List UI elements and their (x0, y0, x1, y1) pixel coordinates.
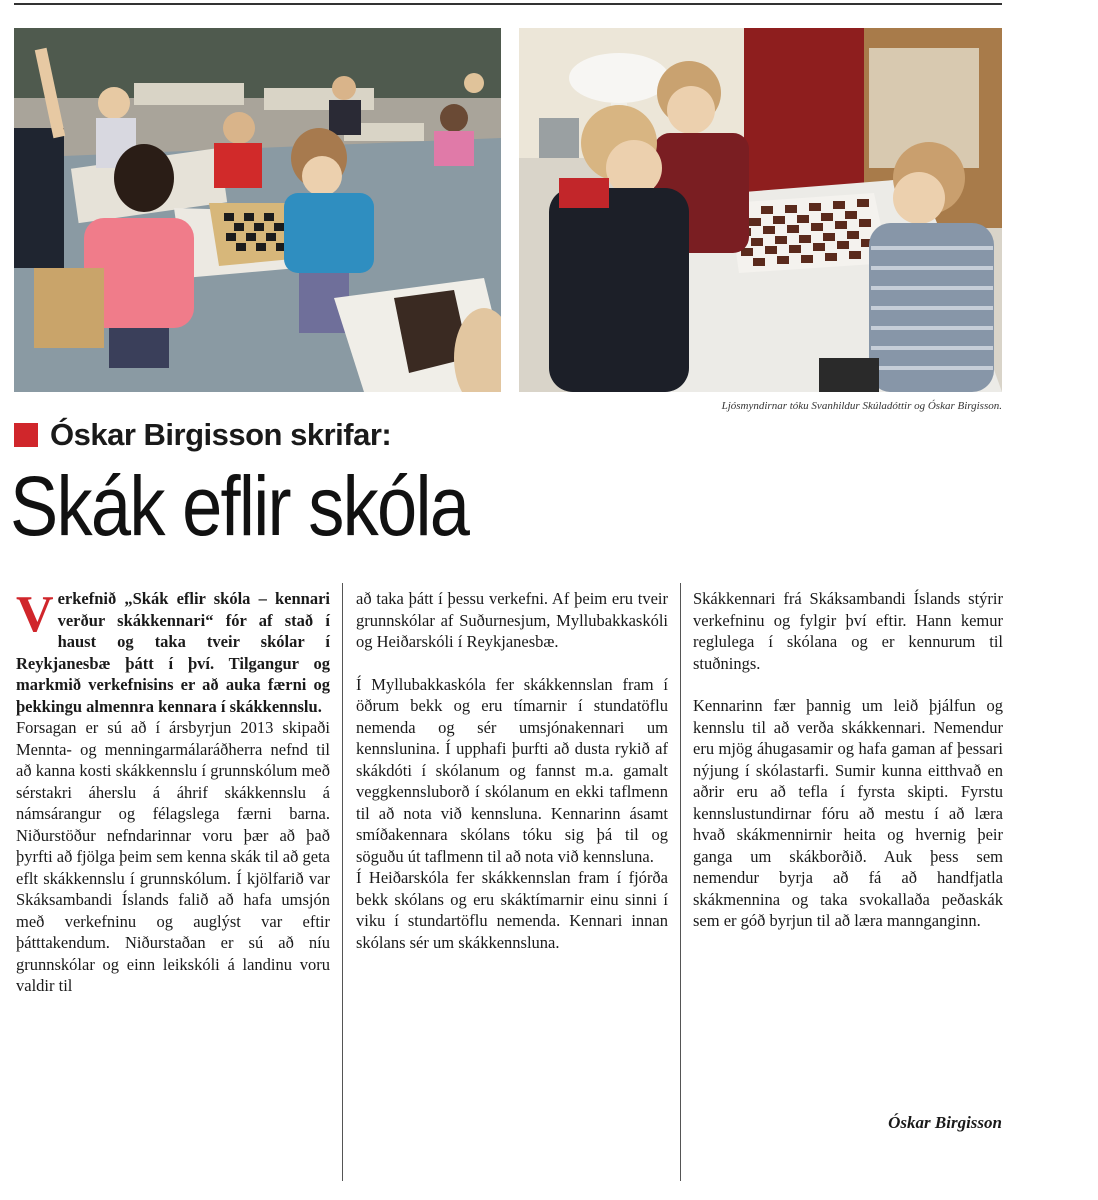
column-3 (693, 588, 1003, 932)
signature: Óskar Birgisson (888, 1113, 1002, 1132)
classroom-chess-photo (14, 28, 501, 392)
byline: Óskar Birgisson skrifar: (50, 417, 392, 452)
body-paragraph: Í Heiðarskóla fer skákkennslan fram í fjórða bekk skólans og eru skáktímarnir einu sinni í viku í stundartöflu nemenda. Kennari innan skólans sér um skákkennsluna. (356, 868, 668, 952)
body-paragraph: að taka þátt í þessu verkefni. Af þeim eru tveir grunnskólar af Suðurnesjum, Myllubakkaskóli og Heiðarskóli í Reykjanesbæ. (356, 589, 668, 651)
top-rule (14, 3, 1002, 5)
column-1 (16, 588, 330, 997)
headline: Skák eflir skóla (10, 459, 469, 553)
body-paragraph: Skákkennari frá Skáksambandi Íslands stýrir verkefninu og fylgir því eftir. Hann kemur reglulega í skólana og er kennurum til stuðnings. (693, 589, 1003, 673)
boys-chess-photo (519, 28, 1002, 392)
red-square-icon (14, 423, 38, 447)
body-paragraph: Kennarinn fær þannig um leið þjálfun og kennslu til að verða skákkennari. Nemendur eru mjög áhugasamir og hafa gaman af þessari nýjung í skólastarfi. Sumir kunna eitthvað en aðrir eru að tefla í fyrsta skipti. Fyrstu kennslustundirnar fóru að mestu í að læra hvað skákmennirnir heita og hvernig þeir ganga um skákborðið. Auk þess sem nemendur byrja að fá að handfjatla skákmennina og taka svokallaða peðaskák sem er góð byrjun til að læra mannganginn. (693, 696, 1003, 930)
lead-paragraph (16, 588, 330, 717)
body-paragraph: Forsagan er sú að í ársbyrjun 2013 skipaði Mennta- og menningarmálaráðherra nefnd til að kanna kosti skákkennslu í grunnskólum með sérstakri áherslu á áhrif skákkennslu á námsárangur og félagslega færni barna. Niðurstöður nefndarinnar voru þær að það þyrfti að fjölga þeim sem kenna skák til að geta eflt skákkennslu í grunnskólum. Í kjölfarið var Skáksambandi Íslands falið að hafa umsjón með verkefninu og auglýst var eftir þátttakendum. Niðurstaðan er sú að níu grunnskólar og einn leikskóli á landinu voru valdir til (16, 718, 330, 995)
column-divider (680, 583, 681, 1181)
lead-text: erkefnið „Skák eflir skóla – kennari verður skákkennari“ fór af stað í haust og taka tveir skólar í Reykjanesbæ þátt í því. Tilgangur og markmið verkefnisins er að auka færni og þekkingu almennra kennara í skákkennslu. (16, 589, 330, 716)
column-2 (356, 588, 668, 953)
drop-cap: V (16, 586, 54, 643)
body-paragraph: Í Myllubakkaskóla fer skákkennslan fram í öðrum bekk og eru tímarnir í stundatöflu nemenda og sér umsjónakennari um kennslunina. Í upphafi þurfti að dusta rykið af skákdóti í skólanum og fannst m.a. gamalt veggkennsluborð í skólanum en ekki taflmenn til að nota við kennsluna. Kennarinn ásamt smíðakennara skólans tóku sig þá til og söguðu út taflmenn til að nota við kennsluna. (356, 674, 668, 866)
byline-row (14, 417, 391, 453)
photo-caption: Ljósmyndirnar tóku Svanhildur Skúladóttir og Óskar Birgisson. (721, 400, 1002, 412)
column-divider (342, 583, 343, 1181)
